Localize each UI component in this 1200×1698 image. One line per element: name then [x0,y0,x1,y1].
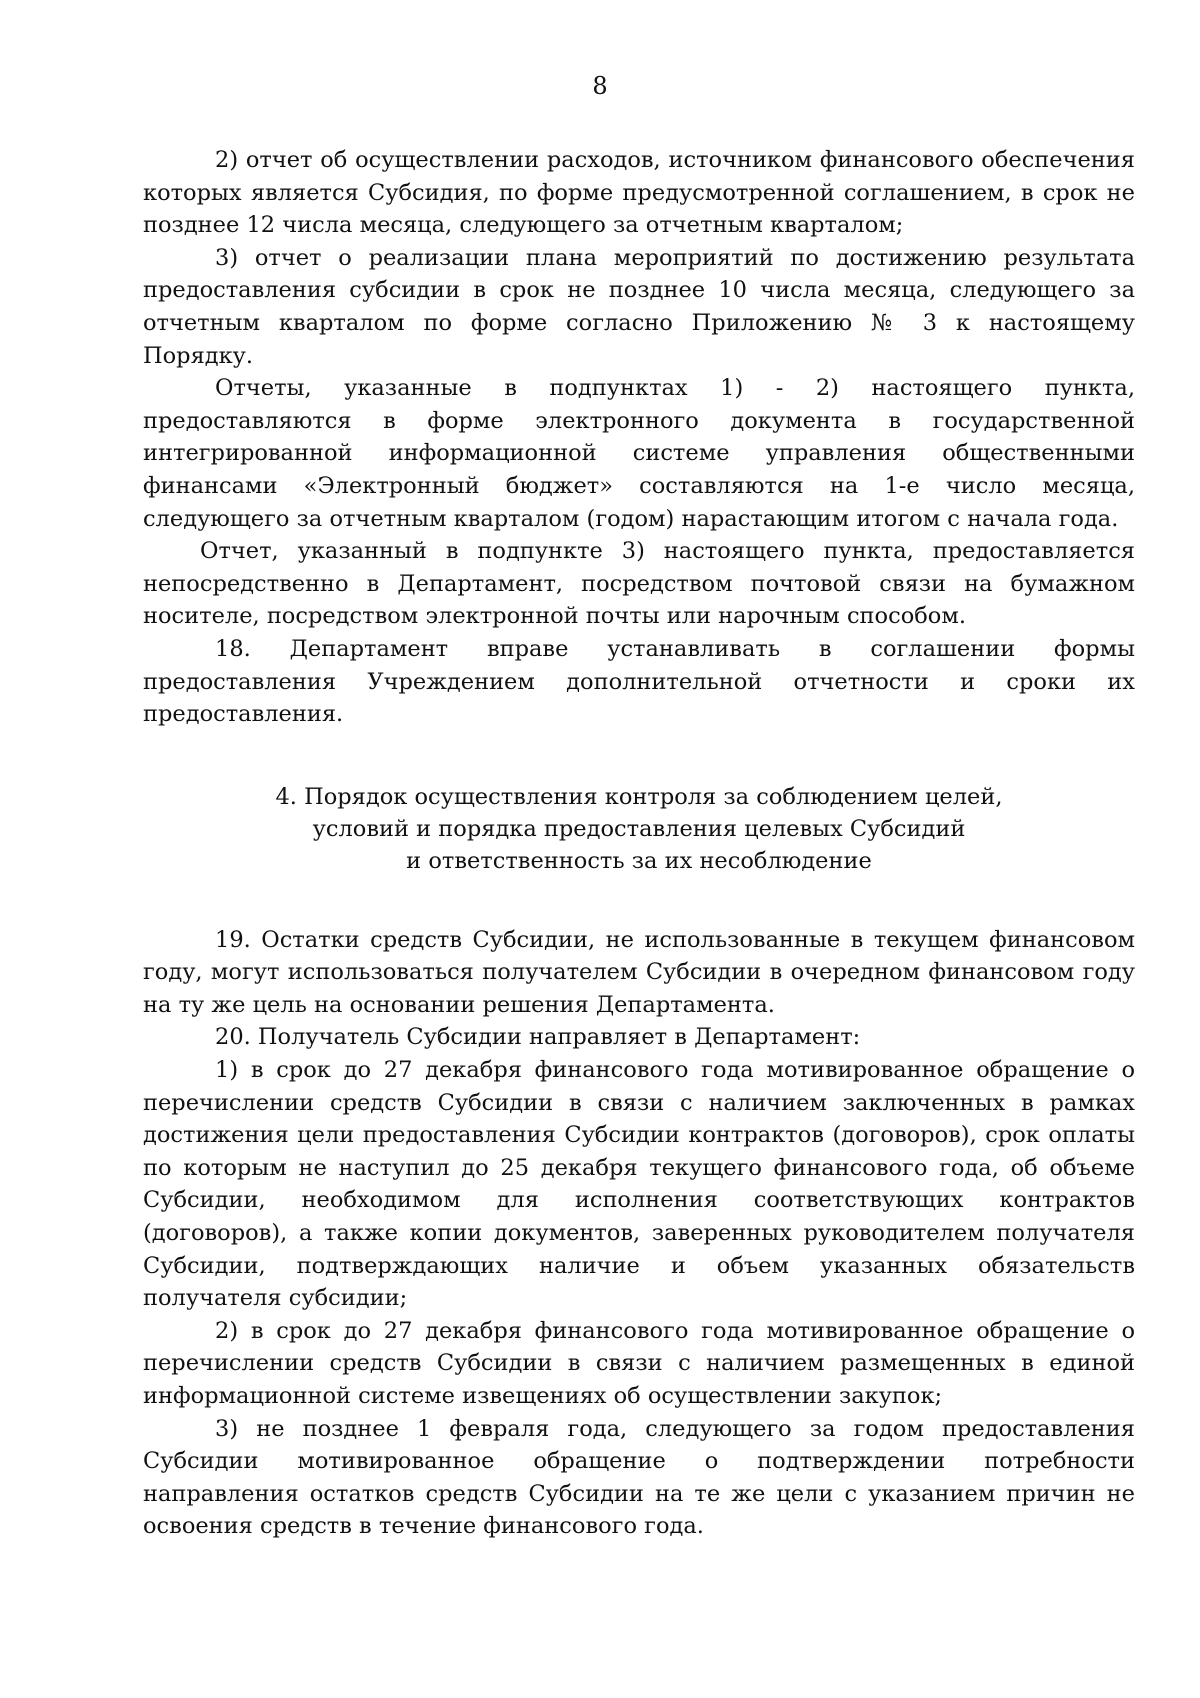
paragraph-report-expenses: 2) отчет об осуществлении расходов, источником финансового обеспечения которых является Субсидия, по форме предусмотренной соглашением, в срок не позднее 12 числа месяца, следующего за отчетным кварталом; [143,147,1135,239]
page-number: 8 [592,72,608,100]
paragraph-subitem-3: 3) не позднее 1 февраля года, следующего за годом предоставления Субсидии мотивированное обращение о подтверждении потребности направления остатков средств Субсидии на те же цели с указанием причин не освоения средств в течение финансового года. [143,1415,1135,1540]
paragraph-item-18: 18. Департамент вправе устанавливать в соглашении формы предоставления Учреждением дополнительной отчетности и сроки их предоставления. [143,635,1135,728]
section-heading-line: условий и порядка предоставления целевых Субсидий [312,815,966,842]
section-heading [143,781,1135,877]
section-heading-line: и ответственность за их несоблюдение [406,847,872,874]
paragraph-item-19: 19. Остатки средств Субсидии, не использованные в текущем финансовом году, могут использоваться получателем Субсидии в очередном финансовом году на ту же цель на основании решения Департамента. [143,926,1135,1018]
document-body [143,144,1135,1543]
paragraph-subitem-1: 1) в срок до 27 декабря финансового года мотивированное обращение о перечислении средств Субсидии в связи с наличием заключенных в рамках достижения цели предоставления Субсидии контрактов (договоров), срок оплаты по которым не наступил до 25 декабря текущего финансового года, об объеме Субсидии, необходимом для исполнения соответствующих контрактов (договоров), а также копии документов, заверенных руководителем получателя Субсидии, подтверждающих наличие и объем указанных обязательств получателя субсидии; [143,1057,1135,1312]
paragraph-item-20: 20. Получатель Субсидии направляет в Департамент: [215,1024,861,1051]
paragraph-report-plan: 3) отчет о реализации плана мероприятий по достижению результата предоставления субсидии в срок не позднее 10 числа месяца, следующего за отчетным кварталом по форме согласно Приложению № 3 к настоящему Порядку. [143,244,1135,369]
paragraph-report-submission: Отчет, указанный в подпункте 3) настоящего пункта, предоставляется непосредственно в Департамент, посредством почтовой связи на бумажном носителе, посредством электронной почты или нарочным способом. [143,538,1135,630]
paragraph-reports-electronic: Отчеты, указанные в подпунктах 1) - 2) настоящего пункта, предоставляются в форме электронного документа в государственной интегрированной информационной системе управления общественными финансами «Электронный бюджет» составляются на 1-е число месяца, следующего за отчетным кварталом (годом) нарастающим итогом с начала года. [143,375,1135,532]
paragraph-subitem-2: 2) в срок до 27 декабря финансового года мотивированное обращение о перечислении средств Субсидии в связи с наличием размещенных в единой информационной системе извещениях об осуществлении закупок; [143,1317,1135,1409]
section-heading-line: 4. Порядок осуществления контроля за соблюдением целей, [275,783,1003,810]
